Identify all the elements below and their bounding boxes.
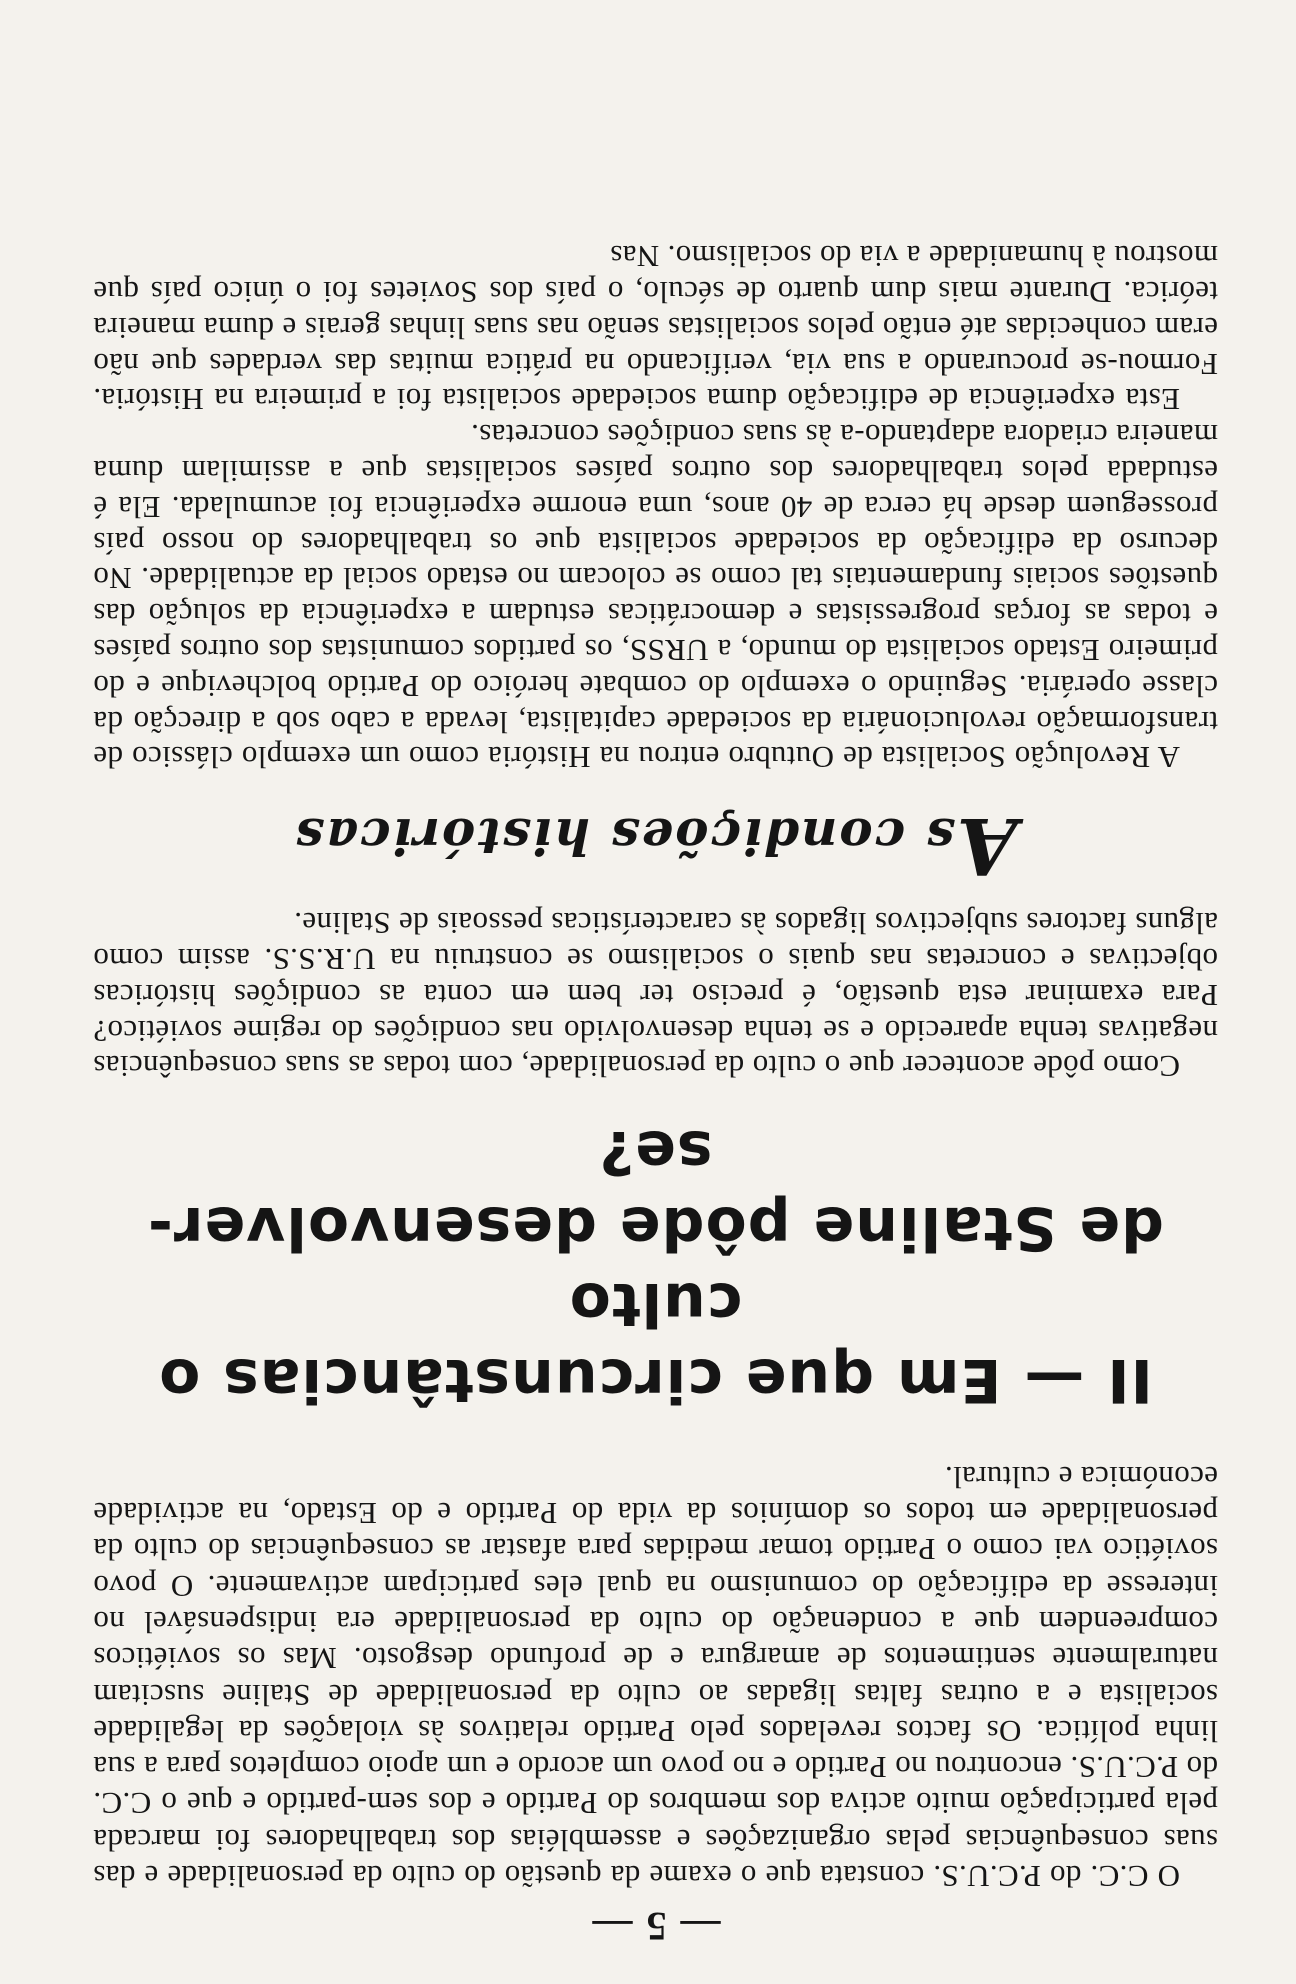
chapter-paragraph: Como pôde acontecer que o culto da personalidade, com todas as suas consequências negativas tenha aparecido e se tenha desenvolvido nas condições do regime soviético? Para examinar esta questão, é preciso ter bem em conta as condições históricas objectivas e concretas nas quais o socialismo se construiu na U.R.S.S. assim como alguns factores subjectivos ligados às características pessoais de Staline. xyxy=(93,906,1218,1085)
section-title-initial: A xyxy=(954,800,1018,892)
chapter-title-line-2: de Staline pôde desenvolver-se? xyxy=(147,1117,1165,1264)
section-title-text: s condições históricas xyxy=(293,807,955,867)
section-title xyxy=(93,800,1218,892)
section-paragraph-1: A Revolução Socialista de Outubro entrou na História como um exemplo clássico de transformação revolucionária da sociedade capitalista, levada a cabo sob a direcção da classe operária. Seguindo o exemplo do combate heróico do Partido bolchevique e do primeiro Estado socialista do mundo, a URSS, os partidos comunistas dos outros países e todas as forças progressistas e democráticas estudam a experiência da solução das questões sociais fundamentais tal como se colocam no estado social da actualidade. No decurso da edificação da sociedade socialista que os trabalhadores do nosso país prosseguem desde há cerca de 40 anos, uma enorme experiência foi acumulada. Ela é estudada pelos trabalhadores dos outros países socialistas que a assimilam duma maneira criadora adaptando-a às suas condições concretas. xyxy=(93,418,1218,776)
opening-paragraph: O C.C. do P.C.U.S. constata que o exame da questão do culto da personalidade e das suas consequências pelas organizações e assembléias dos trabalhadores foi marcada pela participação muito activa dos membros do Partido e dos sem-partido e que o C.C. do P.C.U.S. encontrou no Partido e no povo um acordo e um apoio completos para a sua linha política. Os factos revelados pelo Partido relativos às violações da legalidade socialista e a outras faltas ligadas ao culto da personalidade de Staline suscitam naturalmente sentimentos de amargura e de profundo desgosto. Mas os soviéticos compreendem que a condenação do culto da personalidade era indispensável no interesse da edificação do comunismo na qual eles participam activamente. O povo soviético vai como o Partido tomar medidas para afastar as consequências do culto da personalidade em todos os domínios da vida do Partido e do Estado, na actividade económica e cultural. xyxy=(93,1459,1218,1894)
page-number: — 5 — xyxy=(590,1904,721,1949)
section-paragraph-2: Esta experiência de edificação duma sociedade socialista foi a primeira na História. Formou-se procurando a sua via, verificando na prática muitas das verdades que não eram conhecidas até então pelos socialistas senão nas suas linhas gerais e duma maneira teórica. Durante mais dum quarto de século, o país dos Sovietes foi o único país que mostrou à humanidade a via do socialismo. Nas xyxy=(93,239,1218,418)
page-content xyxy=(93,239,1218,1947)
chapter-title-line-1: II — Em que circunstâncias o culto xyxy=(158,1269,1153,1416)
chapter-title xyxy=(93,1114,1218,1418)
